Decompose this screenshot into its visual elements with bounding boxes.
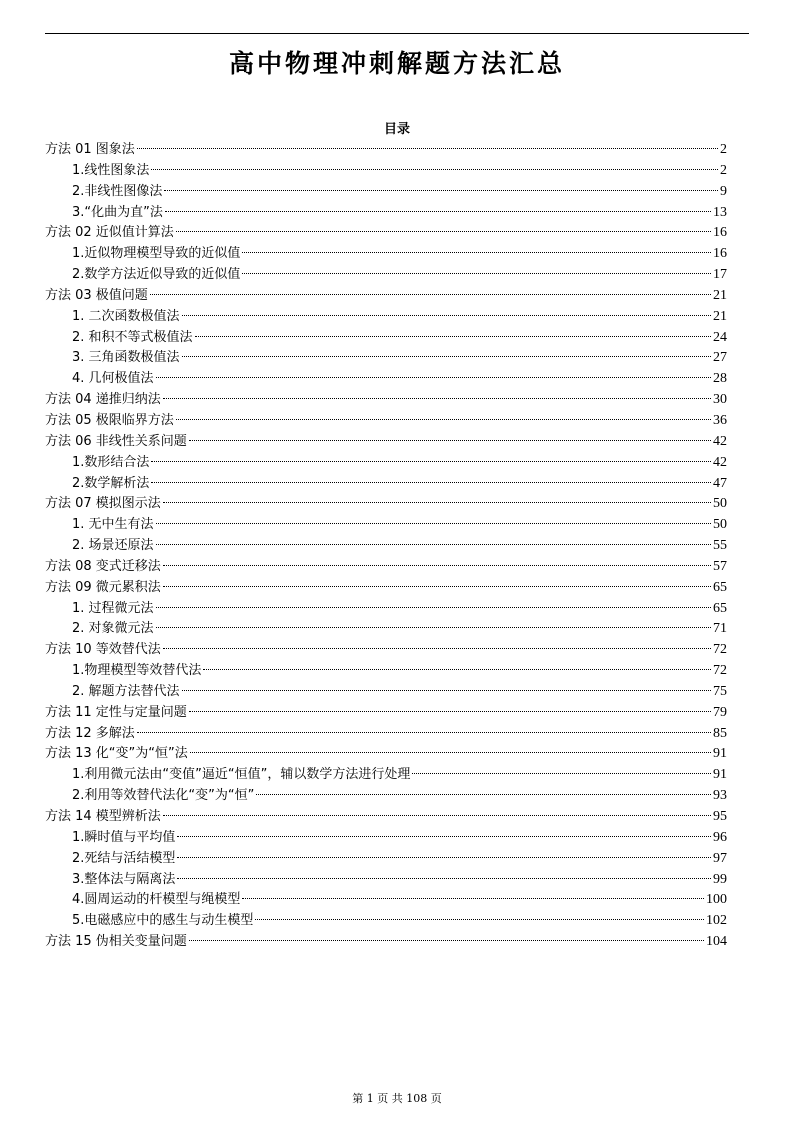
toc-entry-title: 2.死结与活结模型 xyxy=(72,850,176,866)
dot-leader xyxy=(164,190,718,191)
toc-entry-page-number: 72 xyxy=(713,642,727,658)
dot-leader xyxy=(182,356,711,357)
toc-entry-page-number: 57 xyxy=(713,558,727,574)
toc-entry-subsection[interactable] xyxy=(45,265,727,286)
dot-leader xyxy=(156,377,711,378)
toc-entry-method[interactable] xyxy=(45,223,727,244)
toc-entry-page-number: 72 xyxy=(713,663,727,679)
dot-leader xyxy=(189,440,711,441)
dot-leader xyxy=(242,273,711,274)
toc-entry-title: 3.“化曲为直”法 xyxy=(72,204,163,220)
toc-entry-title: 2. 解题方法替代法 xyxy=(72,683,180,699)
toc-entry-page-number: 91 xyxy=(713,767,727,783)
toc-heading: 目录 xyxy=(383,122,410,137)
toc-entry-subsection[interactable] xyxy=(45,369,727,390)
dot-leader xyxy=(163,565,711,566)
toc-entry-method[interactable] xyxy=(45,703,727,724)
toc-entry-title: 3. 三角函数极值法 xyxy=(72,350,180,366)
toc-entry-title: 2. 场景还原法 xyxy=(72,538,154,554)
toc-entry-method[interactable] xyxy=(45,390,727,411)
toc-entry-method[interactable] xyxy=(45,411,727,432)
toc-entry-subsection[interactable] xyxy=(45,161,727,182)
dot-leader xyxy=(156,523,711,524)
toc-entry-subsection[interactable] xyxy=(45,328,727,349)
toc-entry-subsection[interactable] xyxy=(45,870,727,891)
toc-entry-method[interactable] xyxy=(45,286,727,307)
toc-entry-page-number: 36 xyxy=(713,412,727,428)
dot-leader xyxy=(242,898,704,899)
toc-entry-method[interactable] xyxy=(45,432,727,453)
dot-leader xyxy=(256,794,711,795)
header-rule xyxy=(45,33,749,34)
toc-entry-method[interactable] xyxy=(45,140,727,161)
dot-leader xyxy=(242,252,711,253)
toc-entry-page-number: 2 xyxy=(720,142,727,157)
toc-entry-page-number: 95 xyxy=(713,809,727,824)
dot-leader xyxy=(163,815,711,816)
toc-entry-subsection[interactable] xyxy=(45,307,727,328)
dot-leader xyxy=(151,461,711,462)
dot-leader xyxy=(163,398,711,399)
toc-entry-title: 1.线性图象法 xyxy=(72,162,150,178)
dot-leader xyxy=(177,857,711,858)
dot-leader xyxy=(195,336,711,337)
toc-entry-title: 方法 03 极值问题 xyxy=(45,287,148,303)
toc-entry-page-number: 30 xyxy=(713,392,727,408)
dot-leader xyxy=(176,419,711,420)
toc-entry-subsection[interactable] xyxy=(45,348,727,369)
toc-entry-title: 1.近似物理模型导致的近似值 xyxy=(72,246,241,262)
toc-entry-page-number: 17 xyxy=(713,267,727,283)
toc-entry-page-number: 71 xyxy=(713,621,727,637)
toc-entry-title: 方法 12 多解法 xyxy=(45,725,135,741)
dot-leader xyxy=(182,690,711,691)
toc-entry-method[interactable] xyxy=(45,724,727,745)
toc-entry-title: 1. 无中生有法 xyxy=(72,517,154,533)
toc-entry-page-number: 27 xyxy=(713,350,727,366)
toc-entry-page-number: 50 xyxy=(713,496,727,512)
toc-entry-page-number: 21 xyxy=(713,287,727,303)
dot-leader xyxy=(156,607,711,608)
toc-entry-title: 方法 05 极限临界方法 xyxy=(45,412,174,428)
toc-entry-page-number: 21 xyxy=(713,308,727,324)
toc-entry-title: 3.整体法与隔离法 xyxy=(72,871,176,887)
toc-entry-page-number: 65 xyxy=(713,600,727,616)
dot-leader xyxy=(137,732,711,733)
toc-entry-title: 1.物理模型等效替代法 xyxy=(72,663,202,679)
toc-entry-page-number: 102 xyxy=(706,913,727,929)
toc-entry-page-number: 104 xyxy=(706,934,727,950)
toc-entry-page-number: 79 xyxy=(713,704,727,720)
toc-entry-title: 方法 15 伪相关变量问题 xyxy=(45,934,187,950)
toc-entry-title: 1. 二次函数极值法 xyxy=(72,308,180,324)
toc-entry-page-number: 91 xyxy=(713,746,727,762)
toc-entry-title: 5.电磁感应中的感生与动生模型 xyxy=(72,913,254,929)
toc-entry-page-number: 13 xyxy=(713,204,727,220)
toc-entry-page-number: 65 xyxy=(713,579,727,595)
dot-leader xyxy=(163,502,711,503)
toc-entry-title: 2.非线性图像法 xyxy=(72,183,163,199)
dot-leader xyxy=(156,544,711,545)
dot-leader xyxy=(137,148,718,149)
toc-entry-title: 方法 14 模型辨析法 xyxy=(45,809,161,824)
toc-entry-subsection[interactable] xyxy=(45,786,727,807)
toc-entry-subsection[interactable] xyxy=(45,515,727,536)
toc-entry-title: 4.圆周运动的杆模型与绳模型 xyxy=(72,892,241,908)
toc-entry-title: 方法 08 变式迁移法 xyxy=(45,558,161,574)
toc-entry-method[interactable] xyxy=(45,744,727,765)
toc-entry-title: 1.数形结合法 xyxy=(72,454,150,470)
toc-entry-subsection[interactable] xyxy=(45,890,727,911)
toc-entry-title: 2.数学解析法 xyxy=(72,475,150,491)
dot-leader xyxy=(189,940,704,941)
toc-entry-page-number: 42 xyxy=(713,454,727,470)
dot-leader xyxy=(163,586,711,587)
toc-entry-title: 2. 对象微元法 xyxy=(72,621,154,637)
toc-entry-page-number: 97 xyxy=(713,850,727,866)
dot-leader xyxy=(176,231,711,232)
toc-entry-subsection[interactable] xyxy=(45,619,727,640)
toc-entry-title: 方法 11 定性与定量问题 xyxy=(45,704,187,720)
toc-entry-subsection[interactable] xyxy=(45,828,727,849)
toc-entry-page-number: 55 xyxy=(713,538,727,554)
dot-leader xyxy=(255,919,704,920)
dot-leader xyxy=(150,294,711,295)
toc-entry-page-number: 28 xyxy=(713,371,727,387)
toc-entry-method[interactable] xyxy=(45,578,727,599)
toc-entry-title: 4. 几何极值法 xyxy=(72,371,154,387)
toc-entry-subsection[interactable] xyxy=(45,536,727,557)
dot-leader xyxy=(189,711,711,712)
toc-entry-subsection[interactable] xyxy=(45,849,727,870)
toc-entry-method[interactable] xyxy=(45,807,727,828)
toc-entry-title: 方法 07 模拟图示法 xyxy=(45,496,161,512)
toc-entry-method[interactable] xyxy=(45,494,727,515)
toc-entry-title: 方法 02 近似值计算法 xyxy=(45,225,174,241)
toc-entry-page-number: 24 xyxy=(713,329,727,345)
toc-entry-subsection[interactable] xyxy=(45,911,727,932)
toc-entry-page-number: 85 xyxy=(713,725,727,741)
toc-entry-page-number: 50 xyxy=(713,517,727,533)
toc-entry-page-number: 75 xyxy=(713,683,727,699)
dot-leader xyxy=(203,669,711,670)
toc-entry-page-number: 2 xyxy=(720,162,727,178)
toc-entry-subsection[interactable] xyxy=(45,244,727,265)
dot-leader xyxy=(177,878,711,879)
toc-entry-subsection[interactable] xyxy=(45,453,727,474)
dot-leader xyxy=(163,648,711,649)
toc-entry-page-number: 16 xyxy=(713,246,727,262)
toc-entry-page-number: 47 xyxy=(713,475,727,491)
dot-leader xyxy=(156,627,711,628)
toc-entry-subsection[interactable] xyxy=(45,765,727,786)
dot-leader xyxy=(412,773,711,774)
table-of-contents xyxy=(45,140,727,953)
toc-entry-title: 2.利用等效替代法化“变”为“恒” xyxy=(72,788,255,804)
toc-entry-title: 方法 10 等效替代法 xyxy=(45,642,161,658)
toc-entry-subsection[interactable] xyxy=(45,182,727,203)
toc-entry-title: 1.利用微元法由“变值”逼近“恒值”，辅以数学方法进行处理 xyxy=(72,767,411,783)
toc-entry-subsection[interactable] xyxy=(45,203,727,224)
toc-entry-page-number: 96 xyxy=(713,829,727,845)
toc-entry-title: 方法 13 化“变”为“恒”法 xyxy=(45,746,188,762)
toc-entry-page-number: 9 xyxy=(720,183,727,199)
toc-entry-title: 方法 01 图象法 xyxy=(45,142,135,157)
toc-entry-title: 2.数学方法近似导致的近似值 xyxy=(72,267,241,283)
dot-leader xyxy=(177,836,711,837)
toc-entry-page-number: 42 xyxy=(713,433,727,449)
toc-entry-method[interactable] xyxy=(45,640,727,661)
toc-entry-title: 方法 04 递推归纳法 xyxy=(45,392,161,408)
dot-leader xyxy=(151,482,711,483)
toc-entry-subsection[interactable] xyxy=(45,474,727,495)
toc-entry-page-number: 99 xyxy=(713,871,727,887)
toc-entry-page-number: 93 xyxy=(713,788,727,804)
dot-leader xyxy=(182,315,711,316)
toc-entry-method[interactable] xyxy=(45,557,727,578)
toc-entry-subsection[interactable] xyxy=(45,599,727,620)
toc-entry-page-number: 100 xyxy=(706,892,727,908)
toc-entry-title: 1.瞬时值与平均值 xyxy=(72,829,176,845)
toc-entry-subsection[interactable] xyxy=(45,661,727,682)
toc-entry-title: 2. 和积不等式极值法 xyxy=(72,329,193,345)
document-title: 高中物理冲刺解题方法汇总 xyxy=(228,49,565,78)
dot-leader xyxy=(190,752,711,753)
toc-entry-subsection[interactable] xyxy=(45,682,727,703)
toc-entry-page-number: 16 xyxy=(713,225,727,241)
toc-entry-title: 1. 过程微元法 xyxy=(72,600,154,616)
dot-leader xyxy=(165,211,711,212)
toc-entry-title: 方法 06 非线性关系问题 xyxy=(45,433,187,449)
toc-entry-title: 方法 09 微元累积法 xyxy=(45,579,161,595)
dot-leader xyxy=(151,169,718,170)
page-footer: 第 1 页 共 108 页 xyxy=(352,1092,442,1105)
toc-entry-method[interactable] xyxy=(45,932,727,953)
